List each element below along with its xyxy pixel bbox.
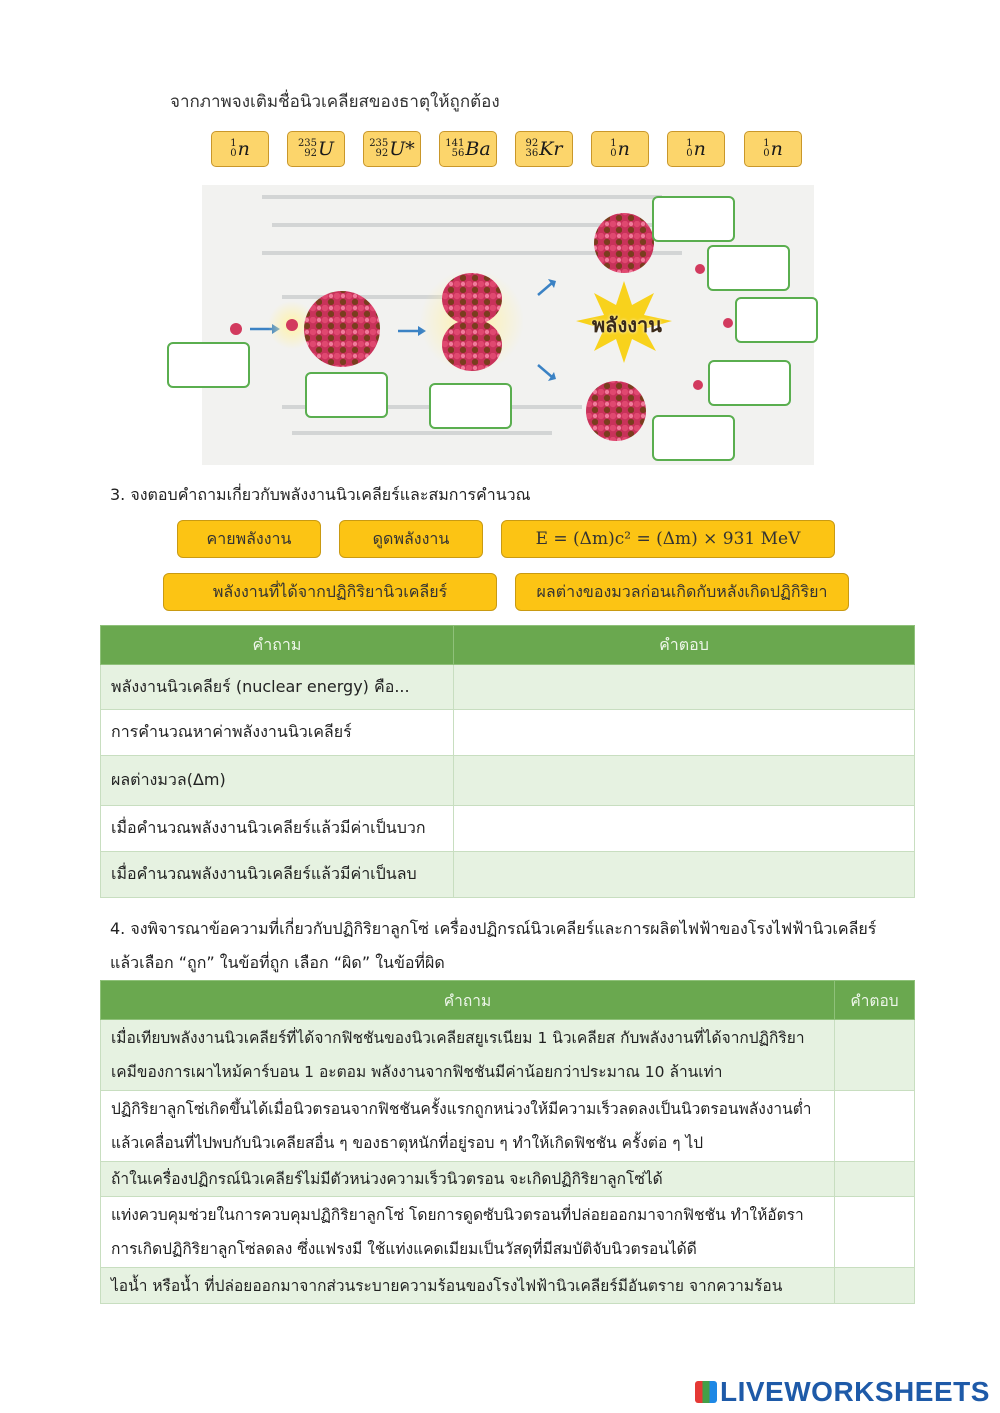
statement-cell: ไอน้ำ หรือน้ำ ที่ปล่อยออกมาจากส่วนระบายความร้อนของโรงไฟฟ้านิวเคลียร์มีอันตราย จากความร้อน xyxy=(101,1268,835,1304)
uranium-236-nucleus xyxy=(442,273,502,325)
answer-box-neutron-3[interactable] xyxy=(708,360,791,406)
answer-box-krypton[interactable] xyxy=(652,415,735,461)
true-false-select[interactable] xyxy=(835,1268,915,1304)
statement-cell: ปฏิกิริยาลูกโซ่เกิดขึ้นได้เมื่อนิวตรอนจากฟิชชันครั้งแรกถูกหน่วงให้มีความเร็วลดลงเป็นนิวตรอนพลังงานต่ำแล้วเคลื่อนที่ไปพบกับนิวเคลียสอื่น ๆ ของธาตุหนักที่อยู่รอบ ๆ ทำให้เกิดฟิชชัน ครั้งต่อ ๆ ไป xyxy=(101,1091,835,1162)
table-row xyxy=(101,665,915,710)
barium-nucleus xyxy=(594,213,654,273)
question-4-table xyxy=(100,980,915,1304)
answer-box-uranium[interactable] xyxy=(305,372,388,418)
atomic-number: 0 xyxy=(763,148,770,159)
table-row xyxy=(101,710,915,756)
isotope-numbers xyxy=(763,139,769,159)
isotope-numbers xyxy=(445,139,464,159)
answer-box-neutron-2[interactable] xyxy=(735,297,818,343)
question-4-title-line-1: 4. จงพิจารณาข้อความที่เกี่ยวกับปฏิกิริยาลูกโซ่ เครื่องปฏิกรณ์นิวเคลียร์และการผลิตไฟฟ้าของโรงไฟฟ้านิวเคลียร์ xyxy=(110,919,877,938)
table-row xyxy=(101,852,915,898)
logo-text: LIVEWORKSHEETS xyxy=(720,1376,990,1407)
atomic-number: 0 xyxy=(686,148,693,159)
option-mass-difference[interactable]: ผลต่างของมวลก่อนเกิดกับหลังเกิดปฏิกิริยา xyxy=(515,573,849,611)
question-cell: การคำนวณหาค่าพลังงานนิวเคลียร์ xyxy=(101,710,454,756)
table-row xyxy=(101,806,915,852)
isotope-chip[interactable] xyxy=(591,131,649,167)
table-row xyxy=(101,1197,915,1268)
element-symbol: Kr xyxy=(539,138,563,160)
true-false-select[interactable] xyxy=(835,1162,915,1197)
table-row xyxy=(101,1020,915,1091)
question-cell: พลังงานนิวเคลียร์ (nuclear energy) คือ... xyxy=(101,665,454,710)
answer-cell[interactable] xyxy=(454,806,915,852)
isotope-chip[interactable] xyxy=(667,131,725,167)
mass-number: 1 xyxy=(610,138,617,149)
statement-cell: แท่งควบคุมช่วยในการควบคุมปฏิกิริยาลูกโซ่ โดยการดูดซับนิวตรอนที่ปล่อยออกมาจากฟิชชัน ทำให้อัตราการเกิดปฏิกิริยาลูกโซ่ลดลง ซึ่งแฟรงมี ใช้แท่งแคดเมียมเป็นวัสดุที่มีสมบัติจับนิวตรอนได้ดี xyxy=(101,1197,835,1268)
element-symbol: U xyxy=(318,138,335,160)
true-false-select[interactable] xyxy=(835,1197,915,1268)
table-row xyxy=(101,1268,915,1304)
isotope-numbers xyxy=(298,139,317,159)
option-absorb-energy[interactable]: ดูดพลังงาน xyxy=(339,520,483,558)
isotope-chip[interactable] xyxy=(439,131,497,167)
answer-cell[interactable] xyxy=(454,665,915,710)
question-cell: เมื่อคำนวณพลังงานนิวเคลียร์แล้วมีค่าเป็นลบ xyxy=(101,852,454,898)
question-3-title: 3. จงตอบคำถามเกี่ยวกับพลังงานนิวเคลียร์และสมการคำนวณ xyxy=(110,485,531,504)
isotope-numbers xyxy=(610,139,616,159)
column-header-question: คำถาม xyxy=(101,981,835,1020)
instruction-text: จากภาพจงเติมชื่อนิวเคลียสของธาตุให้ถูกต้อง xyxy=(170,92,500,112)
answer-cell[interactable] xyxy=(454,710,915,756)
isotope-chip[interactable] xyxy=(515,131,573,167)
answer-box-neutron-1[interactable] xyxy=(707,245,790,291)
statement-cell: ถ้าในเครื่องปฏิกรณ์นิวเคลียร์ไม่มีตัวหน่วงความเร็วนิวตรอน จะเกิดปฏิกิริยาลูกโซ่ได้ xyxy=(101,1162,835,1197)
isotope-numbers xyxy=(525,139,538,159)
mass-number: 92 xyxy=(525,138,539,149)
mass-number: 1 xyxy=(686,138,693,149)
atomic-number: 0 xyxy=(230,148,237,159)
atomic-number: 56 xyxy=(451,148,465,159)
krypton-nucleus xyxy=(586,381,646,441)
table-row xyxy=(101,1091,915,1162)
true-false-select[interactable] xyxy=(835,1091,915,1162)
answer-cell[interactable] xyxy=(454,756,915,806)
column-header-answer: คำตอบ xyxy=(454,626,915,665)
question-3-table xyxy=(100,625,915,898)
column-header-question: คำถาม xyxy=(101,626,454,665)
isotope-numbers xyxy=(686,139,692,159)
uranium-235-nucleus xyxy=(304,291,380,367)
true-false-select[interactable] xyxy=(835,1020,915,1091)
liveworksheets-logo xyxy=(695,1376,990,1408)
element-symbol: n xyxy=(693,138,706,160)
element-symbol: Ba xyxy=(465,138,491,160)
element-symbol: n xyxy=(617,138,630,160)
question-cell: ผลต่างมวล(Δm) xyxy=(101,756,454,806)
energy-label: พลังงาน xyxy=(592,313,662,337)
element-symbol: n xyxy=(237,138,250,160)
answer-box-excited-uranium[interactable] xyxy=(429,383,512,429)
isotope-chip[interactable] xyxy=(363,131,421,167)
element-symbol: U* xyxy=(389,138,415,160)
isotope-chip[interactable] xyxy=(744,131,802,167)
isotope-numbers xyxy=(369,139,388,159)
option-release-energy[interactable]: คายพลังงาน xyxy=(177,520,321,558)
mass-number: 1 xyxy=(763,138,770,149)
question-4-title xyxy=(110,912,910,980)
logo-mark-icon xyxy=(695,1381,717,1403)
table-row xyxy=(101,1162,915,1197)
neutron-incoming xyxy=(230,323,242,335)
element-symbol: n xyxy=(770,138,783,160)
question-4-title-line-2: แล้วเลือก “ถูก” ในข้อที่ถูก เลือก “ผิด” ในข้อที่ผิด xyxy=(110,953,445,972)
question-cell: เมื่อคำนวณพลังงานนิวเคลียร์แล้วมีค่าเป็นบวก xyxy=(101,806,454,852)
isotope-numbers xyxy=(230,139,236,159)
answer-box-incoming-neutron[interactable] xyxy=(167,342,250,388)
table-row xyxy=(101,756,915,806)
atomic-number: 92 xyxy=(304,148,318,159)
atomic-number: 92 xyxy=(375,148,389,159)
isotope-chip[interactable] xyxy=(287,131,345,167)
atomic-number: 36 xyxy=(525,148,539,159)
column-header-answer: คำตอบ xyxy=(835,981,915,1020)
option-energy-from-reaction[interactable]: พลังงานที่ได้จากปฏิกิริยานิวเคลียร์ xyxy=(163,573,497,611)
mass-number: 1 xyxy=(230,138,237,149)
mass-number: 235 xyxy=(297,138,318,149)
atomic-number: 0 xyxy=(610,148,617,159)
mass-number: 141 xyxy=(445,138,465,149)
statement-cell: เมื่อเทียบพลังงานนิวเคลียร์ที่ได้จากฟิชชันของนิวเคลียสยูเรเนียม 1 นิวเคลียส กับพลังงานที่ได้จากปฏิกิริยาเคมีของการเผาไหม้คาร์บอน 1 อะตอม พลังงานจากฟิชชันมีค่าน้อยกว่าประมาณ 10 ล้านเท่า xyxy=(101,1020,835,1091)
isotope-chip[interactable] xyxy=(211,131,269,167)
answer-cell[interactable] xyxy=(454,852,915,898)
answer-box-barium[interactable] xyxy=(652,196,735,242)
option-energy-formula[interactable]: E = (Δm)c² = (Δm) × 931 MeV xyxy=(501,520,835,558)
mass-number: 235 xyxy=(369,138,389,149)
